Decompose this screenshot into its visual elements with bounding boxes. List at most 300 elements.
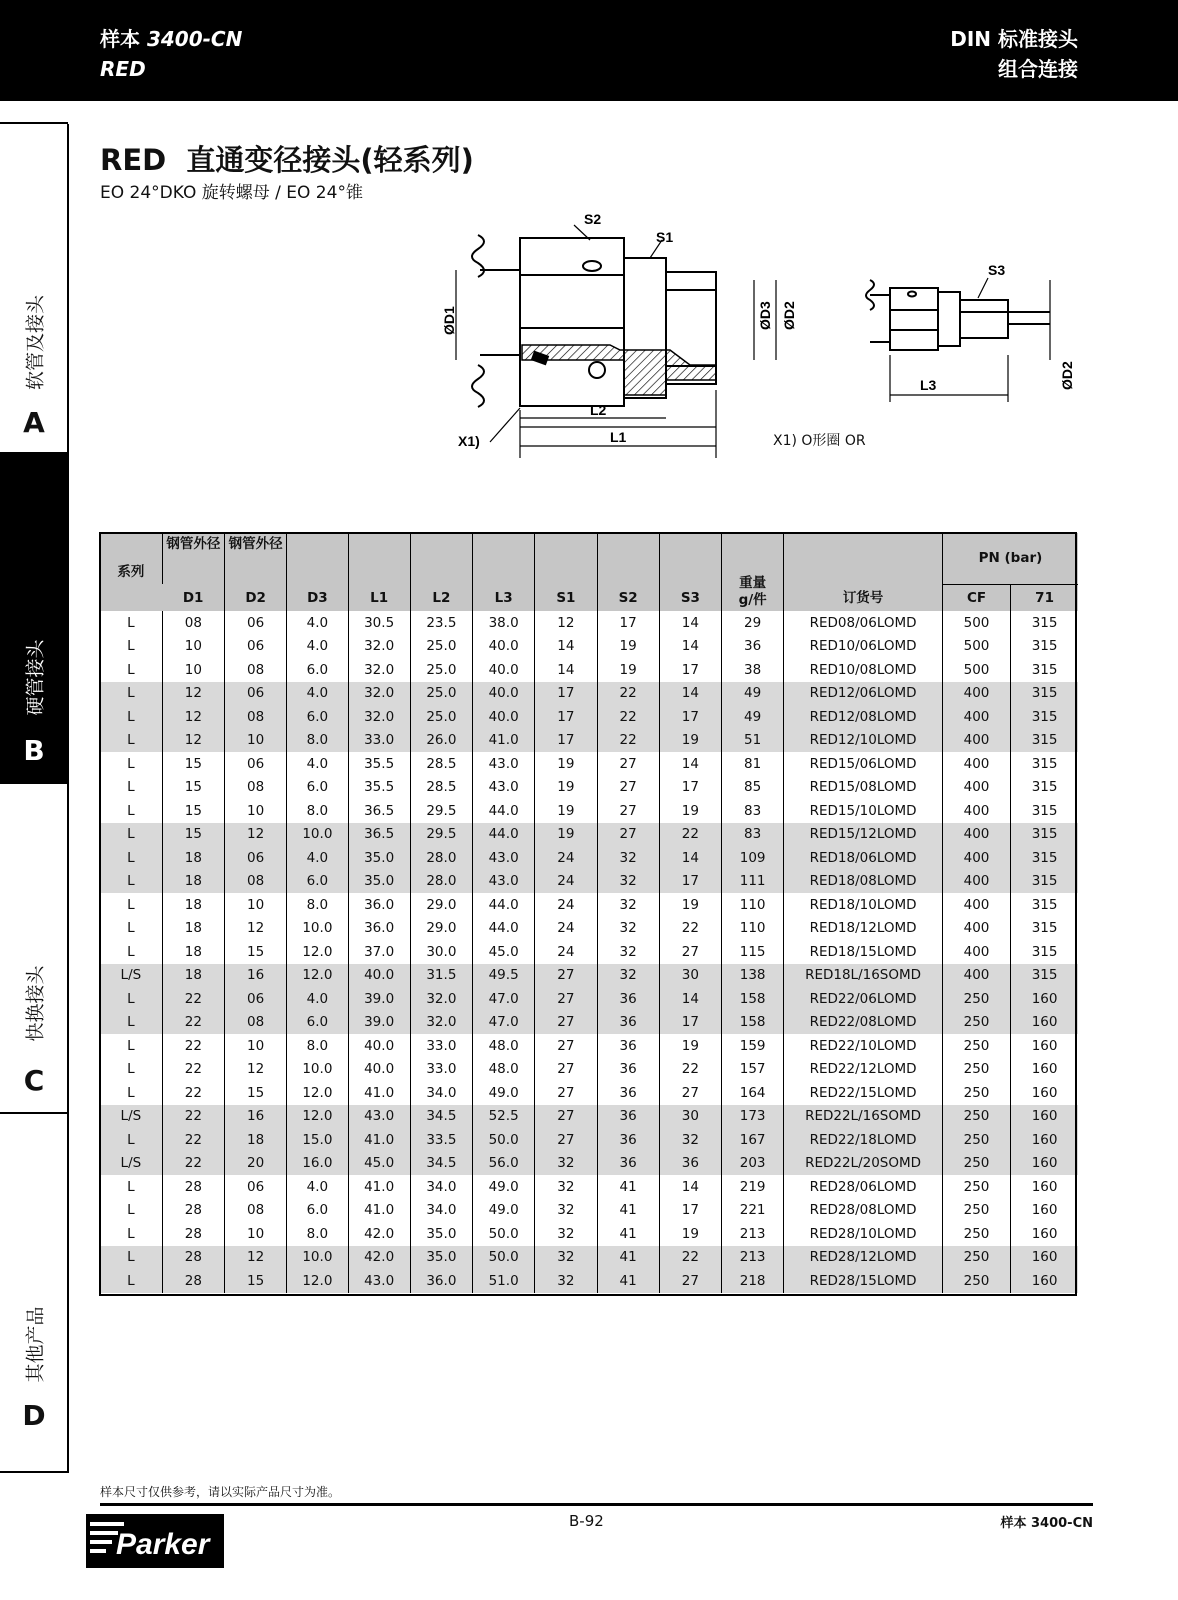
- spec-table: [100, 533, 1078, 1293]
- table-cell: 15: [162, 776, 224, 800]
- table-cell: 36: [597, 1058, 659, 1082]
- table-cell: 24: [535, 893, 597, 917]
- table-cell: RED28/08LOMD: [784, 1199, 943, 1223]
- table-cell: RED22/12LOMD: [784, 1058, 943, 1082]
- table-cell: 14: [659, 611, 721, 635]
- table-cell: 24: [535, 870, 597, 894]
- table-cell: RED22/18LOMD: [784, 1128, 943, 1152]
- title-name: 直通变径接头(轻系列): [186, 143, 474, 177]
- table-cell: 164: [722, 1081, 784, 1105]
- table-cell: 400: [942, 846, 1010, 870]
- table-cell: 315: [1011, 705, 1078, 729]
- table-cell: 12.0: [287, 1105, 348, 1129]
- table-cell: 15.0: [287, 1128, 348, 1152]
- table-cell: 30.5: [348, 611, 410, 635]
- table-cell: 400: [942, 705, 1010, 729]
- table-cell: 315: [1011, 846, 1078, 870]
- table-row: [100, 635, 1078, 659]
- header-category: [950, 24, 1078, 84]
- table-row: [100, 870, 1078, 894]
- table-cell: 36: [597, 1034, 659, 1058]
- table-cell: 167: [722, 1128, 784, 1152]
- table-cell: 17: [659, 705, 721, 729]
- table-cell: 36.0: [348, 893, 410, 917]
- side-tab-end: [0, 1471, 68, 1473]
- table-cell: 41.0: [348, 1199, 410, 1223]
- side-tab-letter: B: [23, 734, 45, 767]
- table-cell: 12: [535, 611, 597, 635]
- table-cell: 6.0: [287, 658, 348, 682]
- table-cell: L: [127, 1084, 135, 1101]
- table-cell: 22: [162, 1128, 224, 1152]
- table-cell: 315: [1011, 752, 1078, 776]
- table-cell: 4.0: [287, 846, 348, 870]
- col-pn-71: 71: [1011, 584, 1078, 611]
- table-cell: 41.0: [348, 1081, 410, 1105]
- table-cell: 28.0: [410, 870, 472, 894]
- table-cell: 16.0: [287, 1152, 348, 1176]
- footer-catalog: 样本 3400-CN: [1000, 1516, 1093, 1531]
- table-cell: L: [127, 779, 135, 796]
- table-cell: 10: [162, 635, 224, 659]
- table-cell: L: [127, 1061, 135, 1078]
- table-cell: RED10/06LOMD: [784, 635, 943, 659]
- table-cell: 06: [225, 611, 287, 635]
- table-cell: 40.0: [348, 1058, 410, 1082]
- table-cell: 250: [942, 1222, 1010, 1246]
- table-cell: 36.0: [410, 1269, 472, 1293]
- header-bar: [0, 0, 1178, 101]
- table-cell: 29.5: [410, 799, 472, 823]
- table-cell: 28: [162, 1269, 224, 1293]
- table-cell: 41.0: [473, 729, 535, 753]
- category-line1: DIN 标准接头: [950, 27, 1078, 51]
- table-cell: 06: [225, 752, 287, 776]
- logo-text: Parker: [116, 1528, 210, 1561]
- col-weight: [722, 533, 784, 611]
- table-cell: 15: [225, 1269, 287, 1293]
- table-cell: 32: [535, 1269, 597, 1293]
- table-cell: 49: [722, 705, 784, 729]
- table-cell: 4.0: [287, 987, 348, 1011]
- table-row: [100, 1081, 1078, 1105]
- table-cell: 12: [162, 729, 224, 753]
- table-cell: 22: [162, 1034, 224, 1058]
- table-cell: 14: [659, 635, 721, 659]
- table-cell: 39.0: [348, 987, 410, 1011]
- table-cell: 41: [597, 1222, 659, 1246]
- table-cell: 27: [597, 799, 659, 823]
- table-cell: 33.0: [410, 1058, 472, 1082]
- table-cell: 14: [535, 658, 597, 682]
- table-cell: 27: [535, 1128, 597, 1152]
- table-cell: 36.5: [348, 823, 410, 847]
- label-d2-b: ØD2: [1059, 361, 1075, 390]
- table-cell: 400: [942, 729, 1010, 753]
- table-row: [100, 682, 1078, 706]
- col-s3: S3: [659, 584, 721, 611]
- table-cell: 32.0: [348, 682, 410, 706]
- table-cell: 10: [225, 1034, 287, 1058]
- table-cell: 22: [597, 705, 659, 729]
- table-cell: 158: [722, 1011, 784, 1035]
- table-cell: 17: [659, 658, 721, 682]
- table-cell: 41.0: [348, 1175, 410, 1199]
- table-cell: 22: [597, 729, 659, 753]
- table-cell: 32.0: [348, 705, 410, 729]
- table-cell: 250: [942, 1011, 1010, 1035]
- table-cell: 315: [1011, 729, 1078, 753]
- table-cell: 17: [659, 870, 721, 894]
- table-row: [100, 940, 1078, 964]
- label-d2: ØD2: [781, 301, 797, 330]
- table-cell: RED28/15LOMD: [784, 1269, 943, 1293]
- table-cell: 160: [1011, 1034, 1078, 1058]
- table-cell: 160: [1011, 1152, 1078, 1176]
- table-cell: 35.0: [348, 870, 410, 894]
- table-cell: 32: [597, 893, 659, 917]
- table-cell: 42.0: [348, 1222, 410, 1246]
- table-cell: L: [100, 1128, 162, 1152]
- table-cell: L: [127, 1202, 135, 1219]
- table-cell: 27: [659, 940, 721, 964]
- table-row: [100, 1058, 1078, 1082]
- table-cell: 250: [942, 1269, 1010, 1293]
- table-row: [100, 611, 1078, 635]
- table-cell: 27: [659, 1269, 721, 1293]
- table-row: [100, 1128, 1078, 1152]
- table-cell: 28: [162, 1175, 224, 1199]
- table-cell: 500: [942, 611, 1010, 635]
- table-cell: 41: [597, 1269, 659, 1293]
- table-cell: 85: [722, 776, 784, 800]
- side-tab-label: 其他产品: [24, 1306, 47, 1383]
- table-cell: 4.0: [287, 1175, 348, 1199]
- table-cell: 36: [597, 1011, 659, 1035]
- side-tab-letter: C: [23, 1064, 45, 1097]
- table-cell: RED08/06LOMD: [784, 611, 943, 635]
- table-cell: 400: [942, 752, 1010, 776]
- table-cell: 43.0: [473, 870, 535, 894]
- table-cell: RED22L/20SOMD: [784, 1152, 943, 1176]
- table-cell: 400: [942, 917, 1010, 941]
- col-pn: PN (bar): [942, 533, 1078, 584]
- table-cell: 30.0: [410, 940, 472, 964]
- table-cell: 500: [942, 635, 1010, 659]
- table-cell: 250: [942, 1105, 1010, 1129]
- table-cell: 10.0: [287, 917, 348, 941]
- label-l3: L3: [920, 377, 937, 393]
- table-cell: L: [127, 896, 135, 913]
- table-cell: RED15/12LOMD: [784, 823, 943, 847]
- table-cell: 50.0: [473, 1128, 535, 1152]
- table-cell: 160: [1011, 1222, 1078, 1246]
- table-cell: 400: [942, 940, 1010, 964]
- table-cell: 32: [597, 940, 659, 964]
- table-cell: 08: [225, 1199, 287, 1223]
- table-cell: 315: [1011, 776, 1078, 800]
- table-cell: 33.5: [410, 1128, 472, 1152]
- table-cell: 400: [942, 682, 1010, 706]
- table-cell: 41: [597, 1246, 659, 1270]
- table-cell: RED12/10LOMD: [784, 729, 943, 753]
- table-cell: 400: [942, 799, 1010, 823]
- table-cell: 14: [659, 987, 721, 1011]
- table-cell: 23.5: [410, 611, 472, 635]
- table-cell: 36.0: [348, 917, 410, 941]
- table-cell: RED18/10LOMD: [784, 893, 943, 917]
- table-cell: 24: [535, 940, 597, 964]
- page-number: B-92: [569, 1512, 604, 1530]
- table-cell: 34.5: [410, 1105, 472, 1129]
- table-cell: 250: [942, 1199, 1010, 1223]
- table-cell: 18: [162, 870, 224, 894]
- table-cell: 08: [225, 776, 287, 800]
- table-cell: 36: [597, 987, 659, 1011]
- table-cell: 10: [225, 893, 287, 917]
- table-cell: L/S: [100, 1152, 162, 1176]
- side-tab-c[interactable]: [0, 782, 68, 1112]
- table-cell: 32: [597, 917, 659, 941]
- table-cell: 25.0: [410, 682, 472, 706]
- table-cell: 40.0: [473, 682, 535, 706]
- table-cell: 32: [535, 1175, 597, 1199]
- table-cell: 22: [597, 682, 659, 706]
- table-cell: 40.0: [473, 635, 535, 659]
- table-cell: 49.5: [473, 964, 535, 988]
- table-cell: 160: [1011, 1081, 1078, 1105]
- table-cell: 19: [659, 799, 721, 823]
- table-cell: 315: [1011, 658, 1078, 682]
- col-d1-top: 钢管外径: [162, 533, 224, 584]
- table-cell: 34.0: [410, 1175, 472, 1199]
- table-cell: 14: [659, 846, 721, 870]
- side-tab-d[interactable]: [0, 1112, 68, 1472]
- table-cell: 12: [225, 917, 287, 941]
- table-cell: RED15/08LOMD: [784, 776, 943, 800]
- table-cell: 19: [597, 658, 659, 682]
- table-cell: 52.5: [473, 1105, 535, 1129]
- table-cell: 18: [162, 917, 224, 941]
- table-cell: 6.0: [287, 705, 348, 729]
- table-cell: 14: [659, 752, 721, 776]
- table-row: [100, 917, 1078, 941]
- table-row: [100, 846, 1078, 870]
- table-cell: 35.5: [348, 752, 410, 776]
- table-cell: 06: [225, 682, 287, 706]
- col-d2: D2: [225, 584, 287, 611]
- table-cell: 08: [225, 870, 287, 894]
- table-cell: 315: [1011, 870, 1078, 894]
- table-cell: L: [100, 705, 162, 729]
- table-cell: 4.0: [287, 611, 348, 635]
- table-cell: 203: [722, 1152, 784, 1176]
- table-cell: 22: [659, 1246, 721, 1270]
- table-cell: 27: [535, 1058, 597, 1082]
- table-cell: RED28/10LOMD: [784, 1222, 943, 1246]
- table-cell: 111: [722, 870, 784, 894]
- table-cell: 6.0: [287, 870, 348, 894]
- table-cell: 10: [225, 729, 287, 753]
- table-cell: L/S: [100, 964, 162, 988]
- table-cell: RED18/12LOMD: [784, 917, 943, 941]
- table-cell: 12.0: [287, 964, 348, 988]
- table-cell: L: [127, 661, 135, 678]
- catalog-prefix: 样本: [100, 27, 140, 51]
- table-cell: 250: [942, 1246, 1010, 1270]
- table-cell: 45.0: [348, 1152, 410, 1176]
- table-cell: 109: [722, 846, 784, 870]
- table-cell: 160: [1011, 1105, 1078, 1129]
- table-cell: 250: [942, 1152, 1010, 1176]
- table-cell: 32: [597, 846, 659, 870]
- table-cell: 315: [1011, 799, 1078, 823]
- table-cell: 28: [162, 1199, 224, 1223]
- drawing-note: X1) O形圈 OR: [773, 433, 866, 449]
- table-cell: 15: [225, 940, 287, 964]
- table-cell: 400: [942, 776, 1010, 800]
- table-cell: L: [100, 870, 162, 894]
- table-cell: 22: [659, 823, 721, 847]
- table-cell: 29.5: [410, 823, 472, 847]
- table-cell: 36: [659, 1152, 721, 1176]
- table-cell: 4.0: [287, 682, 348, 706]
- table-cell: 28: [162, 1246, 224, 1270]
- table-cell: 27: [597, 752, 659, 776]
- table-cell: 43.0: [348, 1269, 410, 1293]
- header-catalog: [100, 24, 242, 84]
- table-cell: 44.0: [473, 823, 535, 847]
- table-cell: 8.0: [287, 729, 348, 753]
- page-title: [100, 138, 474, 179]
- table-cell: L: [100, 1246, 162, 1270]
- table-cell: 12.0: [287, 1269, 348, 1293]
- table-row: [100, 799, 1078, 823]
- table-cell: 27: [535, 1011, 597, 1035]
- table-cell: 32: [535, 1222, 597, 1246]
- table-cell: 33.0: [410, 1034, 472, 1058]
- table-cell: 49.0: [473, 1175, 535, 1199]
- table-cell: 49.0: [473, 1199, 535, 1223]
- table-cell: 22: [162, 1152, 224, 1176]
- table-cell: 6.0: [287, 776, 348, 800]
- series-code: RED: [100, 57, 146, 81]
- table-cell: L: [100, 682, 162, 706]
- table-cell: RED15/06LOMD: [784, 752, 943, 776]
- table-cell: 28.5: [410, 776, 472, 800]
- table-cell: 315: [1011, 682, 1078, 706]
- col-s1: S1: [535, 584, 597, 611]
- table-cell: L: [100, 1269, 162, 1293]
- table-cell: 160: [1011, 1269, 1078, 1293]
- table-cell: 43.0: [348, 1105, 410, 1129]
- side-tab-label: 硬管接头: [24, 639, 47, 716]
- label-l1: L1: [610, 429, 627, 445]
- table-cell: 42.0: [348, 1246, 410, 1270]
- table-cell: 81: [722, 752, 784, 776]
- table-cell: 36: [597, 1081, 659, 1105]
- table-cell: 6.0: [287, 1011, 348, 1035]
- table-cell: 15: [225, 1081, 287, 1105]
- table-cell: 160: [1011, 1058, 1078, 1082]
- footer-note: 样本尺寸仅供参考，请以实际产品尺寸为准。: [100, 1485, 341, 1499]
- table-cell: 17: [659, 776, 721, 800]
- table-cell: 4.0: [287, 752, 348, 776]
- table-cell: L: [127, 1225, 135, 1242]
- table-cell: 12.0: [287, 1081, 348, 1105]
- col-d2-top: 钢管外径: [225, 533, 287, 584]
- table-cell: 213: [722, 1246, 784, 1270]
- table-cell: RED12/06LOMD: [784, 682, 943, 706]
- table-cell: 10.0: [287, 1246, 348, 1270]
- table-cell: RED22/10LOMD: [784, 1034, 943, 1058]
- table-cell: 10: [225, 1222, 287, 1246]
- table-cell: 18: [162, 893, 224, 917]
- label-x1: X1): [458, 433, 480, 449]
- table-cell: 315: [1011, 893, 1078, 917]
- table-cell: 16: [225, 1105, 287, 1129]
- table-cell: 158: [722, 987, 784, 1011]
- table-cell: 14: [535, 635, 597, 659]
- col-series: 系列: [100, 533, 162, 611]
- col-order: 订货号: [784, 533, 943, 611]
- table-cell: 28: [162, 1222, 224, 1246]
- table-row: [100, 1175, 1078, 1199]
- table-cell: 15: [162, 752, 224, 776]
- table-cell: 17: [659, 1199, 721, 1223]
- table-cell: 4.0: [287, 635, 348, 659]
- table-cell: 51.0: [473, 1269, 535, 1293]
- table-cell: 49.0: [473, 1081, 535, 1105]
- table-cell: 250: [942, 1175, 1010, 1199]
- assembly-drawing: [860, 260, 1090, 420]
- table-cell: 157: [722, 1058, 784, 1082]
- table-cell: 22: [162, 1105, 224, 1129]
- parker-logo[interactable]: [86, 1514, 224, 1568]
- label-d3: ØD3: [757, 301, 773, 330]
- table-cell: 35.0: [410, 1246, 472, 1270]
- table-cell: 36: [597, 1128, 659, 1152]
- weight-line2: g/件: [738, 592, 767, 608]
- table-cell: 27: [535, 1034, 597, 1058]
- table-cell: 36.5: [348, 799, 410, 823]
- table-cell: 315: [1011, 964, 1078, 988]
- table-cell: L: [100, 1011, 162, 1035]
- table-cell: 138: [722, 964, 784, 988]
- table-cell: 29.0: [410, 893, 472, 917]
- table-cell: 40.0: [473, 658, 535, 682]
- table-cell: 40.0: [348, 964, 410, 988]
- table-cell: 250: [942, 1058, 1010, 1082]
- table-cell: 17: [535, 705, 597, 729]
- catalog-code: 3400-CN: [146, 27, 243, 51]
- table-cell: 160: [1011, 1128, 1078, 1152]
- table-cell: 14: [659, 1175, 721, 1199]
- side-tab-a[interactable]: [0, 122, 68, 452]
- col-d3: D3: [287, 584, 348, 611]
- table-cell: 32.0: [410, 1011, 472, 1035]
- table-cell: 41.0: [348, 1128, 410, 1152]
- side-tab-b[interactable]: [0, 452, 68, 782]
- table-cell: 06: [225, 1175, 287, 1199]
- table-cell: 49: [722, 682, 784, 706]
- table-cell: L: [127, 802, 135, 819]
- table-cell: 48.0: [473, 1034, 535, 1058]
- table-cell: 315: [1011, 917, 1078, 941]
- table-cell: 83: [722, 823, 784, 847]
- table-cell: 315: [1011, 611, 1078, 635]
- table-cell: 12: [162, 705, 224, 729]
